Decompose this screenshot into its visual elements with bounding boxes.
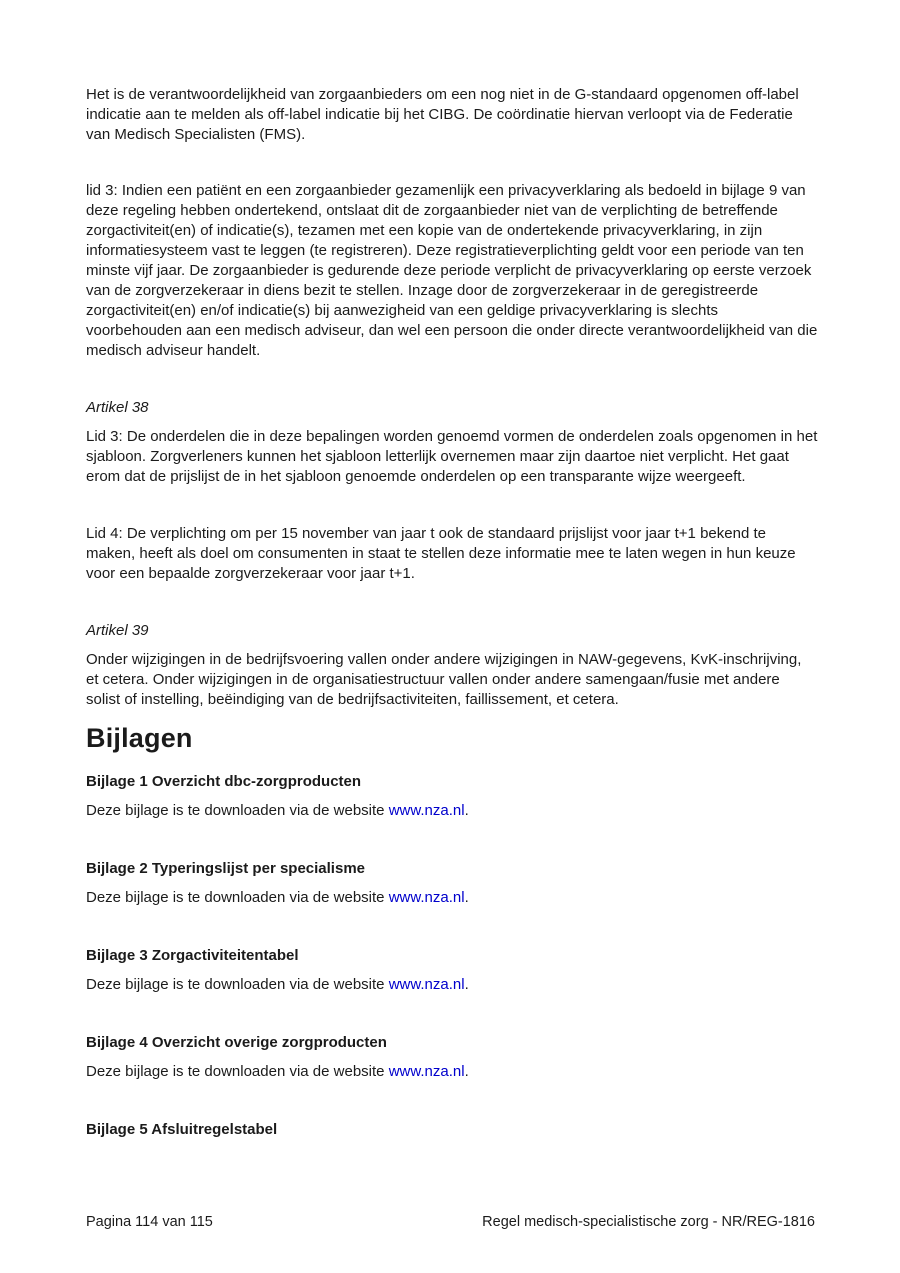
artikel-38-heading: Artikel 38: [86, 399, 149, 416]
bijlage-4-download-line: [86, 1062, 818, 1082]
bijlage-1-download-line: [86, 801, 818, 821]
nza-website-link[interactable]: www.nza.nl: [388, 889, 465, 906]
page-footer: [86, 1212, 815, 1232]
bijlagen-section-heading: Bijlagen: [86, 723, 193, 753]
bijlage-4-title: Bijlage 4 Overzicht overige zorgproducten: [86, 1034, 387, 1051]
footer-document-reference: Regel medisch-specialistische zorg - NR/REG-1816: [482, 1214, 815, 1230]
nza-website-link[interactable]: www.nza.nl: [388, 802, 465, 819]
footer-page-number: Pagina 114 van 115: [86, 1214, 213, 1230]
intro-paragraph: Het is de verantwoordelijkheid van zorgaanbieders om een nog niet in de G-standaard opgenomen off-label indicatie aan te melden als off-label indicatie bij het CIBG. De coördinatie hiervan verloopt via de Federatie van Medisch Specialisten (FMS).: [86, 86, 799, 143]
nza-website-link[interactable]: www.nza.nl: [388, 1063, 465, 1080]
bijlage-2-download-line: [86, 888, 818, 908]
lid3-paragraph: lid 3: Indien een patiënt en een zorgaanbieder gezamenlijk een privacyverklaring als bedoeld in bijlage 9 van deze regeling hebben ondertekend, ontslaat dit de zorgaanbieder niet van de verplichting de betreffende zorgactiviteit(en) of indicatie(s), tezamen met een kopie van de ondertekende privacyverklaring, in zijn informatiesysteem vast te leggen (te registreren). Deze registratieverplichting geldt voor een periode van ten minste vijf jaar. De zorgaanbieder is gedurende deze periode verplicht de privacyverklaring op eerste verzoek van de zorgverzekeraar in diens bezit te stellen. Inzage door de zorgverzekeraar in de geregistreerde zorgactiviteit(en) en/of indicatie(s) bij aanwezigheid van een geldige privacyverklaring is slechts voorbehouden aan een medisch adviseur, dan wel een persoon die onder directe verantwoordelijkheid van die medisch adviseur handelt.: [86, 182, 818, 359]
document-content: [86, 85, 818, 1140]
download-suffix: .: [464, 1063, 469, 1080]
artikel-38-lid3-paragraph: Lid 3: De onderdelen die in deze bepalingen worden genoemd vormen de onderdelen zoals opgenomen in het sjabloon. Zorgverleners kunnen het sjabloon letterlijk overnemen maar zijn daartoe niet verplicht. Het gaat erom dat de prijslijst de in het sjabloon genoemde onderdelen op een transparante wijze weergeeft.: [86, 428, 818, 485]
download-text: Deze bijlage is te downloaden via de website: [86, 889, 389, 906]
bijlage-3-title: Bijlage 3 Zorgactiviteitentabel: [86, 947, 299, 964]
download-suffix: .: [464, 976, 469, 993]
download-suffix: .: [464, 889, 469, 906]
download-text: Deze bijlage is te downloaden via de website: [86, 1063, 389, 1080]
download-text: Deze bijlage is te downloaden via de website: [86, 802, 389, 819]
bijlage-1-title: Bijlage 1 Overzicht dbc-zorgproducten: [86, 773, 362, 790]
nza-website-link[interactable]: www.nza.nl: [388, 976, 465, 993]
artikel-38-lid4-paragraph: Lid 4: De verplichting om per 15 november van jaar t ook de standaard prijslijst voor jaar t+1 bekend te maken, heeft als doel om consumenten in staat te stellen deze informatie mee te laten wegen in hun keuze voor een bepaalde zorgverzekeraar voor jaar t+1.: [86, 525, 796, 582]
artikel-39-paragraph: Onder wijzigingen in de bedrijfsvoering vallen onder andere wijzigingen in NAW-gegevens, KvK-inschrijving, et cetera. Onder wijzigingen in de organisatiestructuur vallen onder andere samengaan/fusie met andere solist of instelling, beëindiging van de bedrijfsactiviteiten, faillissement, et cetera.: [86, 651, 802, 708]
artikel-39-heading: Artikel 39: [86, 622, 149, 639]
bijlage-3-download-line: [86, 975, 818, 995]
bijlage-5-title: Bijlage 5 Afsluitregelstabel: [86, 1121, 278, 1138]
download-suffix: .: [464, 802, 469, 819]
download-text: Deze bijlage is te downloaden via de website: [86, 976, 389, 993]
bijlage-2-title: Bijlage 2 Typeringslijst per specialisme: [86, 860, 366, 877]
